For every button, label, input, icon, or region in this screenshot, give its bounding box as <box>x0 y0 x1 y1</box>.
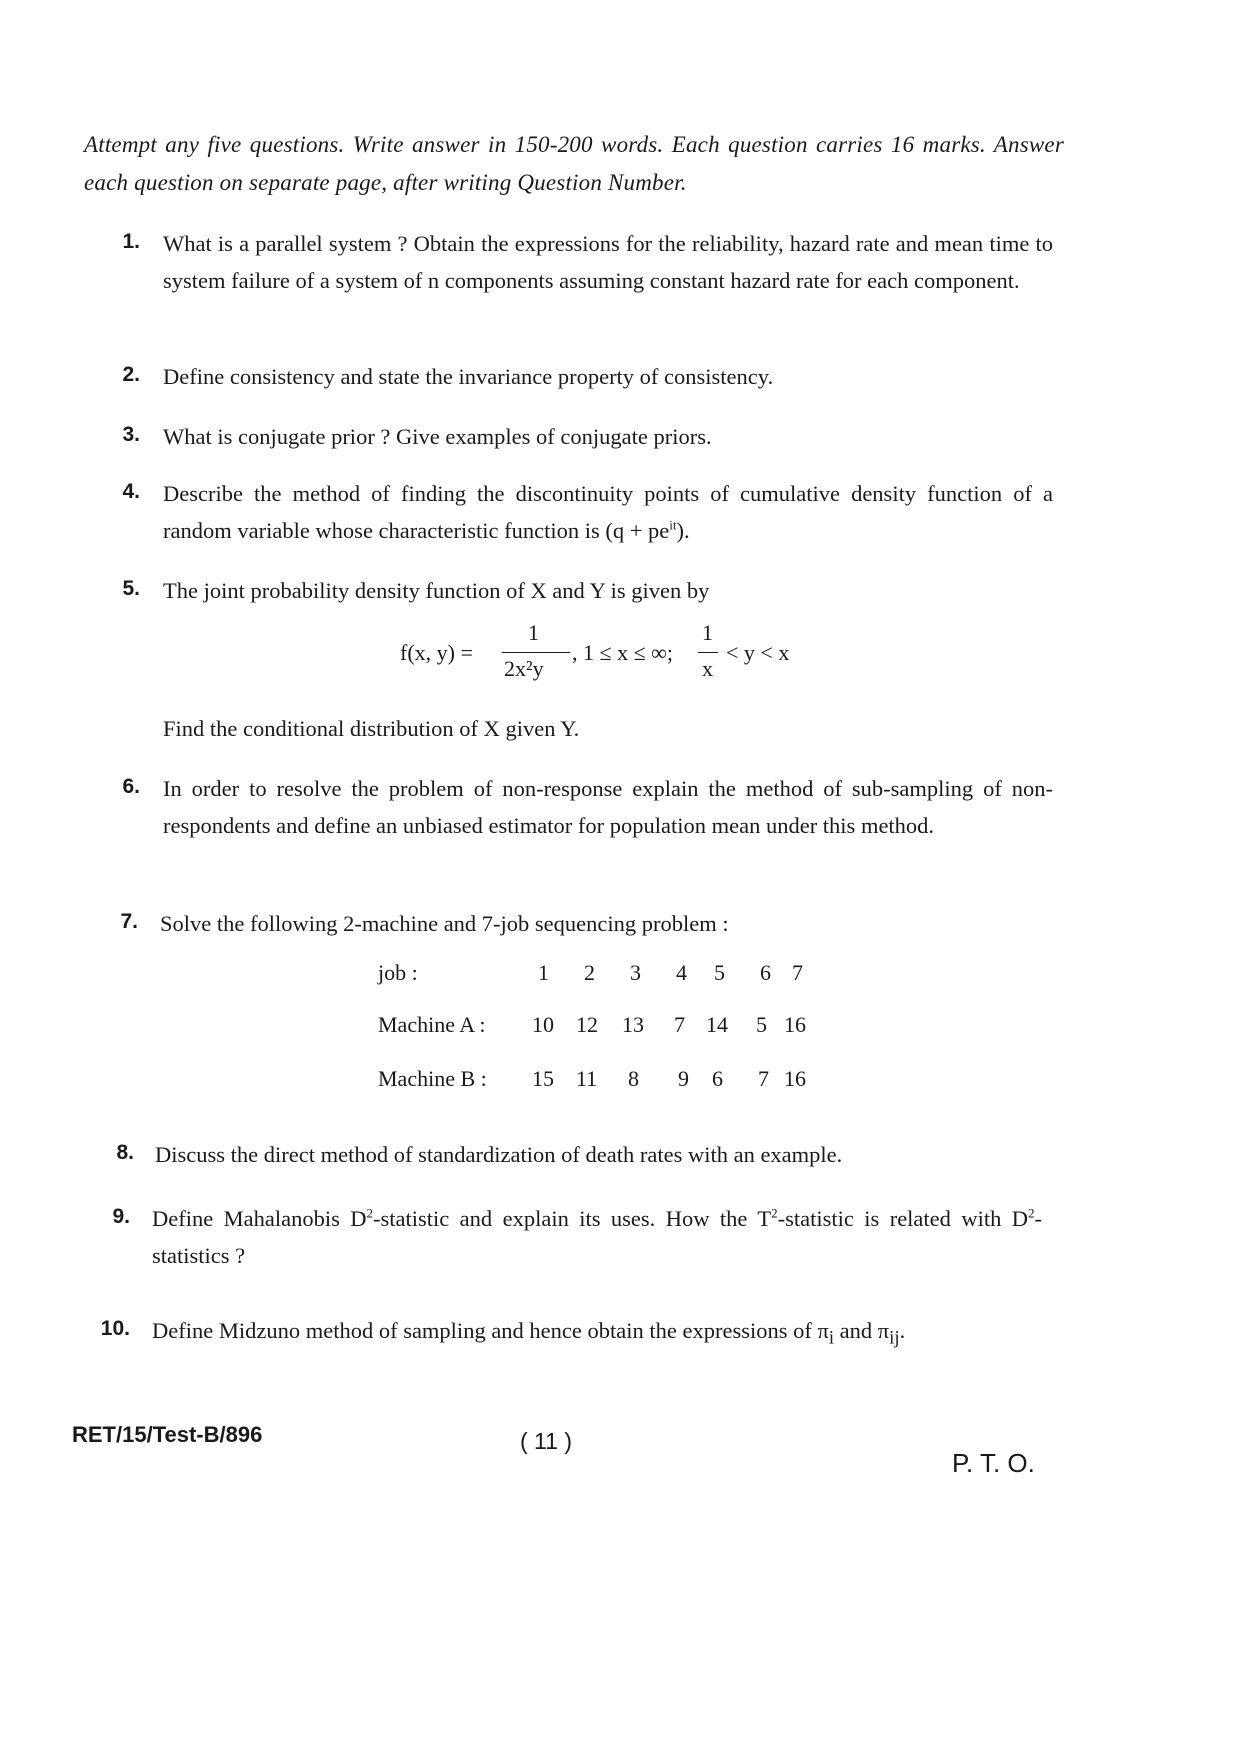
table-cell: 16 <box>784 1012 806 1037</box>
table-cell: 13 <box>622 1012 644 1037</box>
superscript: it <box>669 517 677 533</box>
question-text-part: . <box>899 1318 906 1343</box>
table-cell: 12 <box>576 1012 598 1037</box>
table-cell: 4 <box>676 960 687 985</box>
question-text <box>152 1200 1042 1274</box>
table-cell: 15 <box>532 1066 554 1091</box>
page-number: ( 11 ) <box>520 1428 572 1454</box>
question-number: 5. <box>122 577 140 600</box>
fraction-bar <box>698 652 718 653</box>
superscript: 2 <box>771 1205 778 1221</box>
question-number: 4. <box>122 480 140 503</box>
table-cell: 8 <box>628 1066 639 1091</box>
formula-denominator-1: 2x²y <box>504 656 544 681</box>
instructions: Attempt any five questions. Write answer in 150-200 words. Each question carries 16 marks. Answer each question on separate page, after writing Question Number. <box>84 132 1064 195</box>
formula-rhs: < y < x <box>726 640 790 665</box>
test-code: RET/15/Test-B/896 <box>72 1422 263 1447</box>
row-label: Machine A : <box>378 1012 486 1037</box>
superscript: 2 <box>366 1205 374 1221</box>
question-text: What is a parallel system ? Obtain the expressions for the reliability, hazard rate and mean time to system failure of a system of n components assuming constant hazard rate for each component. <box>163 231 1053 293</box>
question-number: 2. <box>122 363 140 386</box>
question-text: Discuss the direct method of standardization of death rates with an example. <box>155 1142 843 1167</box>
question-number: 9. <box>112 1205 130 1228</box>
table-cell: 2 <box>584 960 595 985</box>
table-cell: 3 <box>630 960 641 985</box>
question-text: In order to resolve the problem of non-response explain the method of sub-sampling of non-respondents and define an unbiased estimator for population mean under this method. <box>163 776 1053 838</box>
table-cell: 14 <box>706 1012 728 1037</box>
row-label: Machine B : <box>378 1066 487 1091</box>
table-cell: 10 <box>532 1012 554 1037</box>
question-number: 10. <box>100 1317 130 1340</box>
question-text: What is conjugate prior ? Give examples of conjugate priors. <box>163 424 712 449</box>
question-text: Solve the following 2-machine and 7-job sequencing problem : <box>160 911 729 936</box>
table-cell: 7 <box>758 1066 769 1091</box>
question-text-part: -statistics ? <box>152 1206 1042 1268</box>
table-cell: 9 <box>678 1066 689 1091</box>
question-text-part: Describe the method of finding the discontinuity points of cumulative density function of a random variable whose characteristic function is (q + pe <box>163 481 1053 543</box>
question-text <box>152 1312 1042 1357</box>
superscript: 2 <box>1028 1205 1035 1221</box>
question-number: 1. <box>122 230 140 253</box>
question-text-part: -statistic and explain its uses. How the T <box>373 1206 772 1231</box>
formula-middle: , 1 ≤ x ≤ ∞; <box>572 640 673 665</box>
question-text-part: -statistic is related with D <box>777 1206 1028 1231</box>
question-text-part: Define Midzuno method of sampling and hence obtain the expressions of π <box>152 1318 829 1343</box>
please-turn-over: P. T. O. <box>952 1448 1035 1478</box>
question-number: 3. <box>122 423 140 446</box>
table-cell: 6 <box>760 960 771 985</box>
table-cell: 7 <box>674 1012 685 1037</box>
table-cell: 6 <box>712 1066 723 1091</box>
formula-numerator-2: 1 <box>702 620 713 645</box>
table-cell: 11 <box>576 1066 598 1091</box>
question-number: 8. <box>116 1141 134 1164</box>
question-number: 7. <box>120 910 138 933</box>
subscript: ij <box>889 1327 900 1349</box>
formula-denominator-2: x <box>702 656 713 681</box>
question-text: The joint probability density function of X and Y is given by <box>163 578 710 603</box>
question-number: 6. <box>122 775 140 798</box>
fraction-bar <box>502 652 570 653</box>
table-cell: 16 <box>784 1066 806 1091</box>
table-cell: 7 <box>792 960 803 985</box>
formula-lhs: f(x, y) = <box>400 640 473 665</box>
question-text-part: and π <box>834 1318 890 1343</box>
table-cell: 5 <box>714 960 725 985</box>
question-text-part: ). <box>676 518 690 543</box>
formula-numerator-1: 1 <box>528 620 539 645</box>
subscript: i <box>828 1327 835 1349</box>
row-label: job : <box>378 960 418 985</box>
table-cell: 1 <box>538 960 549 985</box>
question-text <box>163 475 1053 549</box>
question-text-part: Define Mahalanobis D <box>152 1206 367 1231</box>
table-cell: 5 <box>756 1012 767 1037</box>
question-text: Find the conditional distribution of X given Y. <box>163 716 580 741</box>
question-text: Define consistency and state the invariance property of consistency. <box>163 364 774 389</box>
